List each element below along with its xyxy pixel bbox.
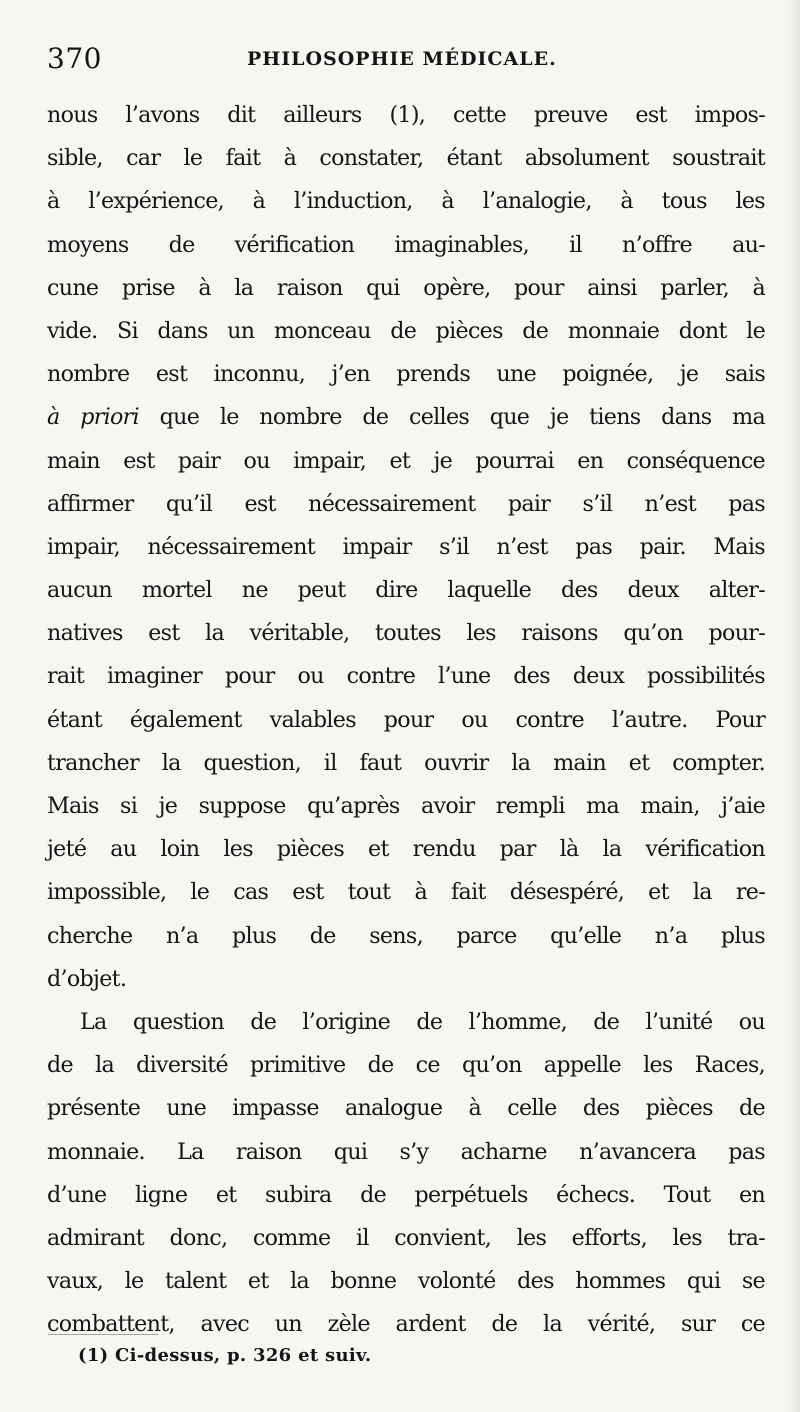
text-line: à priori que le nombre de celles que je tiens dans ma [47, 404, 765, 431]
text-line: à l’expérience, à l’induction, à l’analogie, à tous les [47, 188, 765, 215]
text-line: d’une ligne et subira de perpétuels échecs. Tout en [47, 1181, 765, 1208]
text-line: Mais si je suppose qu’après avoir rempli ma main, j’aie [47, 793, 765, 819]
text-line: natives est la véritable, toutes les raisons qu’on pour- [47, 620, 765, 647]
text-line: admirant donc, comme il convient, les efforts, les tra- [47, 1224, 765, 1251]
text-line: vaux, le talent et la bonne volonté des hommes qui se [47, 1268, 765, 1295]
page-edge-shadow [786, 0, 800, 1412]
text-line: affirmer qu’il est nécessairement pair s’il n’est pas [47, 490, 765, 517]
text-line: jeté au loin les pièces et rendu par là la vérification [47, 836, 765, 863]
text-line: sible, car le fait à constater, étant absolument soustrait [47, 145, 765, 172]
text-line: main est pair ou impair, et je pourrai en conséquence [47, 447, 765, 474]
text-line: impair, nécessairement impair s’il n’est pas pair. Mais [47, 533, 765, 560]
text-line: vide. Si dans un monceau de pièces de monnaie dont le [47, 317, 765, 344]
text-line: trancher la question, il faut ouvrir la main et compter. [47, 749, 765, 776]
text-line: aucun mortel ne peut dire laquelle des deux alter- [47, 577, 765, 604]
text-line: d’objet. [47, 965, 127, 992]
text-line: La question de l’origine de l’homme, de l’unité ou [80, 1008, 765, 1035]
text-line: étant également valables pour ou contre l’autre. Pour [47, 706, 765, 733]
text-line: combattent, avec un zèle ardent de la vérité, sur ce [47, 1311, 765, 1338]
text-line: nombre est inconnu, j’en prends une poignée, je sais [47, 361, 765, 388]
text-line: monnaie. La raison qui s’y acharne n’avancera pas [47, 1138, 765, 1165]
page-header [47, 42, 750, 82]
text-line: cune prise à la raison qui opère, pour ainsi parler, à [47, 274, 765, 301]
text-line: cherche n’a plus de sens, parce qu’elle n’a plus [47, 922, 765, 949]
footnote: (1) Ci-dessus, p. 326 et suiv. [78, 1345, 372, 1366]
text-line: moyens de vérification imaginables, il n’offre au- [47, 231, 765, 258]
text-line: présente une impasse analogue à celle des pièces de [47, 1095, 765, 1122]
text-line: nous l’avons dit ailleurs (1), cette preuve est impos- [47, 102, 765, 128]
text-line: de la diversité primitive de ce qu’on appelle les Races, [47, 1052, 765, 1079]
body-text [47, 94, 765, 1346]
page-number: 370 [47, 42, 102, 75]
text-line: rait imaginer pour ou contre l’une des deux possibilités [47, 663, 765, 690]
running-title: PHILOSOPHIE MÉDICALE. [247, 48, 557, 70]
footnote-divider [48, 1334, 158, 1335]
text-line: impossible, le cas est tout à fait désespéré, et la re- [47, 879, 765, 906]
